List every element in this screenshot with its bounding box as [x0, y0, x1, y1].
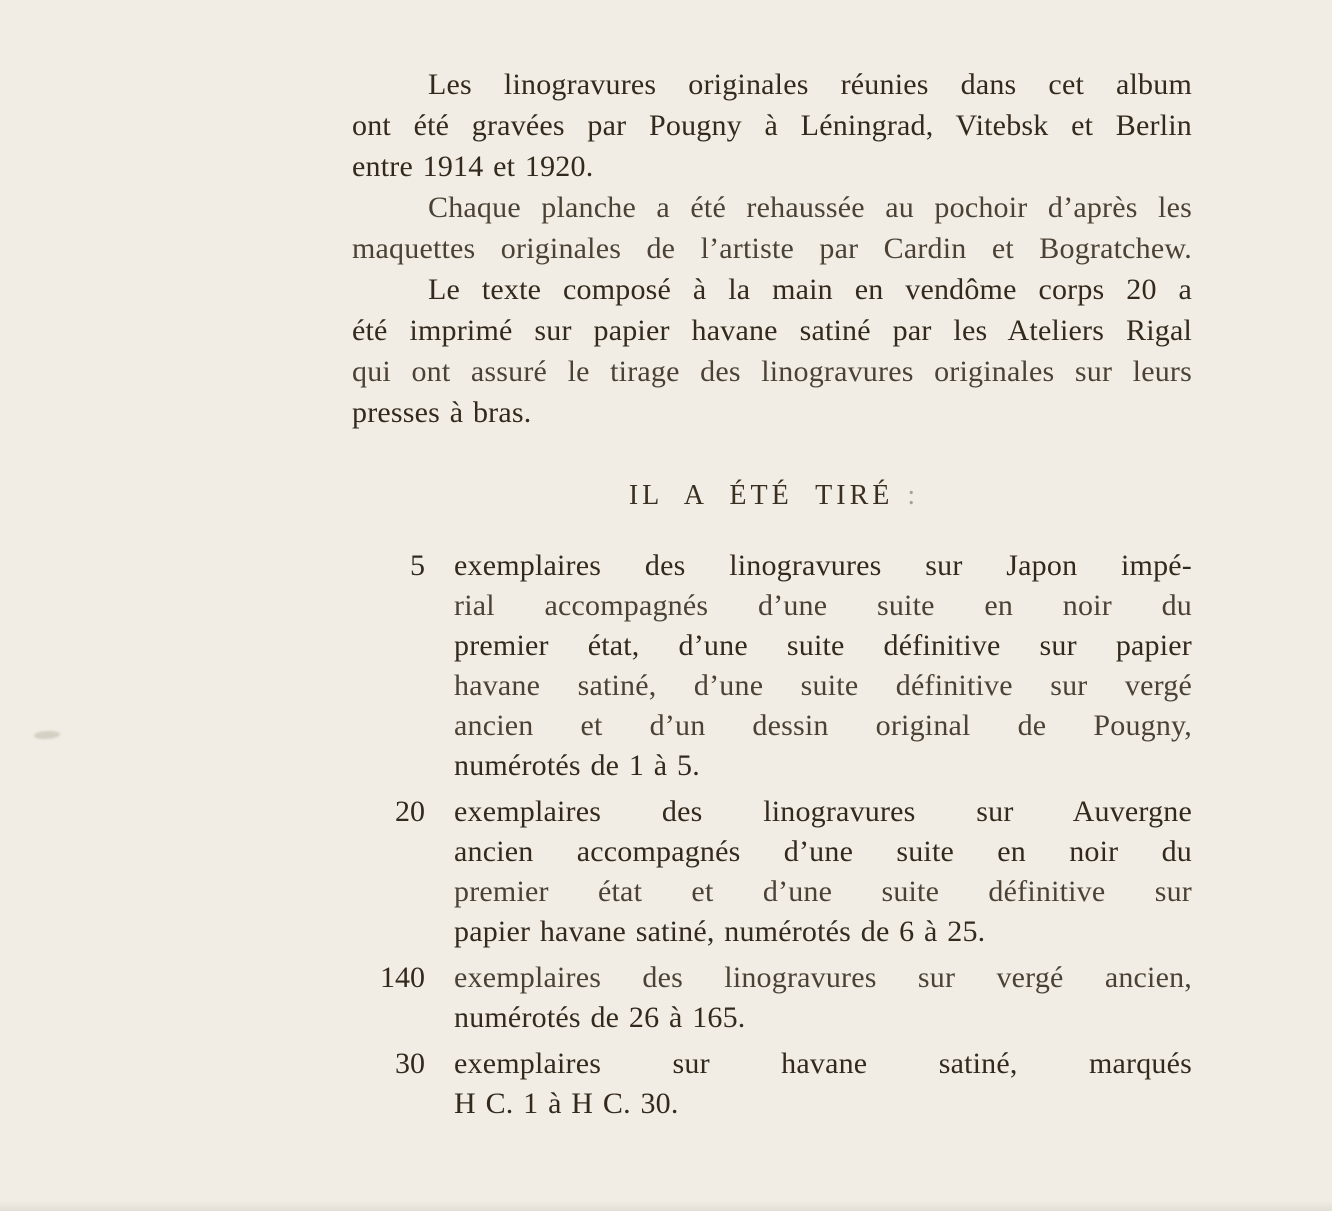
edition-line: ancien accompagnés d’une suite en noir du [454, 835, 1192, 868]
edition-item [352, 958, 1192, 1038]
edition-line: premier état et d’une suite définitive sur [454, 875, 1192, 908]
colophon-paragraph [352, 269, 1192, 433]
edition-item-text [454, 1044, 1192, 1124]
edition-line: havane satiné, d’une suite définitive sur vergé [454, 669, 1192, 702]
edition-count: 5 [410, 549, 425, 582]
paragraph-line: Chaque planche a été rehaussée au pochoir d’après les [428, 191, 1192, 224]
paragraph-line: entre 1914 et 1920. [352, 150, 594, 183]
edition-count: 140 [380, 961, 425, 994]
paragraph-line: Le texte composé à la main en vendôme corps 20 a [428, 273, 1192, 306]
edition-line: numérotés de 26 à 165. [454, 1001, 746, 1034]
edition-line: exemplaires sur havane satiné, marqués [454, 1047, 1192, 1080]
edition-item-text [454, 792, 1192, 952]
paragraph-line: maquettes originales de l’artiste par Cardin et Bogratchew. [352, 232, 1192, 265]
edition-line: rial accompagnés d’une suite en noir du [454, 589, 1192, 622]
ink-smudge-artifact [34, 730, 60, 739]
paragraph-line: été imprimé sur papier havane satiné par les Ateliers Rigal [352, 314, 1192, 347]
edition-line: ancien et d’un dessin original de Pougny, [454, 709, 1192, 742]
edition-item [352, 1044, 1192, 1124]
paragraph-line: ont été gravées par Pougny à Léningrad, Vitebsk et Berlin [352, 109, 1192, 142]
edition-item [352, 546, 1192, 786]
colophon-paragraph [352, 187, 1192, 269]
paragraph-line: presses à bras. [352, 396, 532, 429]
page-content [352, 64, 1192, 1130]
edition-heading [352, 479, 1192, 513]
edition-heading-text: IL A ÉTÉ TIRÉ [628, 480, 894, 511]
edition-line: exemplaires des linogravures sur Japon impé- [454, 549, 1192, 582]
colophon-paragraph [352, 64, 1192, 187]
paragraph-line: Les linogravures originales réunies dans cet album [428, 68, 1192, 101]
edition-item [352, 792, 1192, 952]
edition-item-text [454, 546, 1192, 786]
edition-list [352, 546, 1192, 1124]
edition-heading-punctuation: : [907, 480, 916, 511]
paragraph-line: qui ont assuré le tirage des linogravures originales sur leurs [352, 355, 1192, 388]
edition-line: papier havane satiné, numérotés de 6 à 25. [454, 915, 986, 948]
edition-line: premier état, d’une suite définitive sur papier [454, 629, 1192, 662]
edition-count: 30 [395, 1047, 425, 1080]
edition-line: H C. 1 à H C. 30. [454, 1087, 679, 1120]
edition-count: 20 [395, 795, 425, 828]
edition-line: numérotés de 1 à 5. [454, 749, 700, 782]
colophon-text [352, 64, 1192, 433]
edition-line: exemplaires des linogravures sur vergé ancien, [454, 961, 1192, 994]
edition-item-text [454, 958, 1192, 1038]
edition-line: exemplaires des linogravures sur Auvergne [454, 795, 1192, 828]
